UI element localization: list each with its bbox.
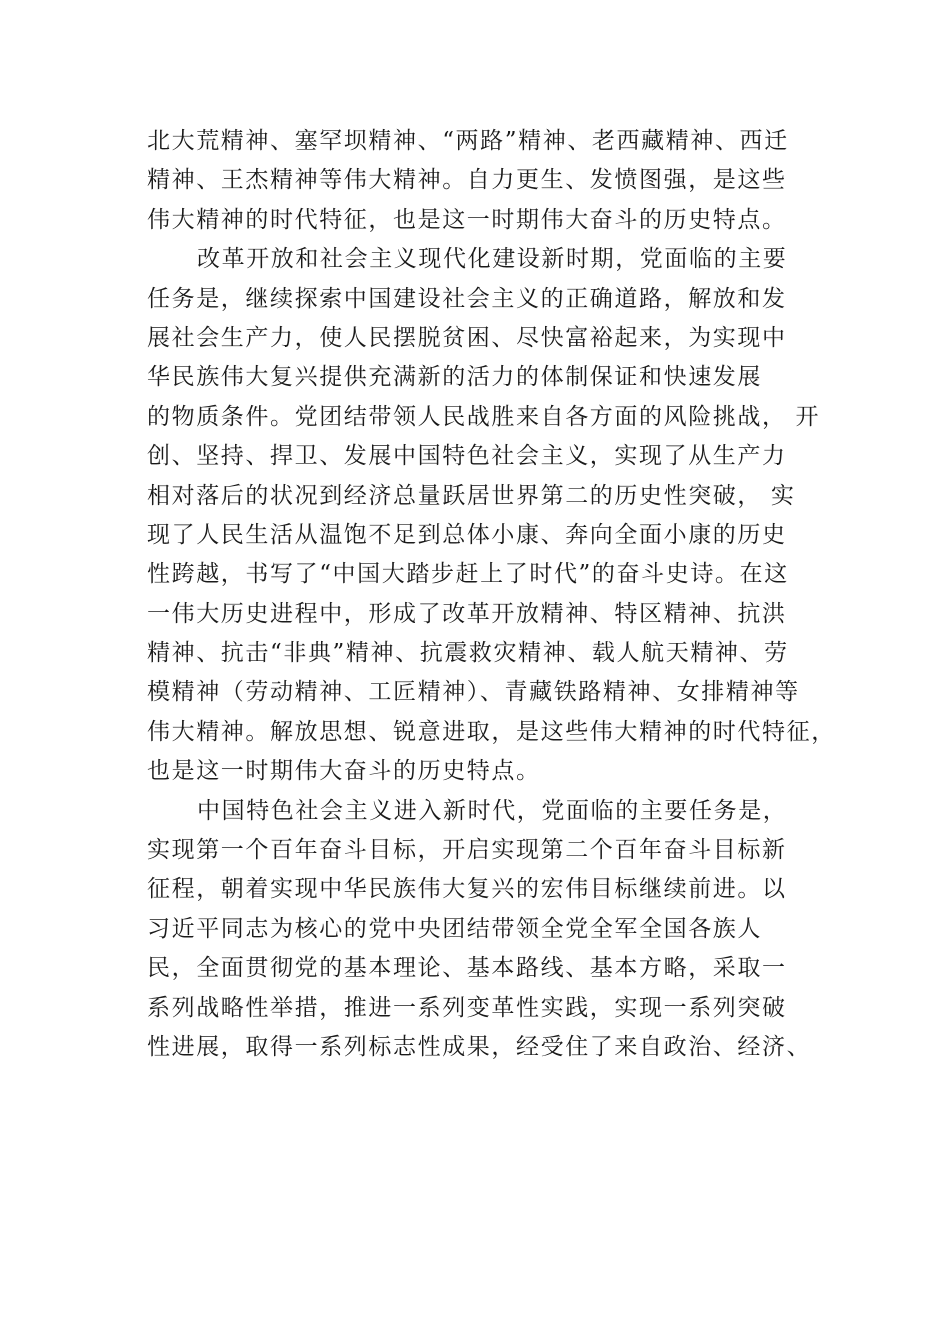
text-line: 实现第一个百年奋斗目标，开启实现第二个百年奋斗目标新 <box>147 837 787 864</box>
text-line: 伟大精神。解放思想、锐意进取，是这些伟大精神的时代特征， <box>147 718 836 745</box>
text-line: 伟大精神的时代特征，也是这一时期伟大奋斗的历史特点。 <box>147 206 787 233</box>
text-line: 性进展，取得一系列标志性成果，经受住了来自政治、经济、 <box>147 1033 812 1060</box>
text-line: 中国特色社会主义进入新时代，党面临的主要任务是， <box>197 797 788 824</box>
text-line: 展社会生产力，使人民摆脱贫困、尽快富裕起来，为实现中 <box>147 324 787 351</box>
body-text <box>147 122 837 1067</box>
text-line: 现了人民生活从温饱不足到总体小康、奔向全面小康的历史 <box>147 521 787 548</box>
text-line: 精神、抗击“非典”精神、抗震救灾精神、载人航天精神、劳 <box>147 640 789 667</box>
text-line: 精神、王杰精神等伟大精神。自力更生、发愤图强，是这些 <box>147 167 787 194</box>
text-line: 改革开放和社会主义现代化建设新时期，党面临的主要 <box>197 246 788 273</box>
text-line: 性跨越，书写了“中国大踏步赶上了时代”的奋斗史诗。在这 <box>147 561 789 588</box>
text-line: 习近平同志为核心的党中央团结带领全党全军全国各族人 <box>147 915 762 942</box>
text-line: 创、坚持、捍卫、发展中国特色社会主义，实现了从生产力 <box>147 443 787 470</box>
text-line: 华民族伟大复兴提供充满新的活力的体制保证和快速发展 <box>147 364 762 391</box>
text-line: 相对落后的状况到经济总量跃居世界第二的历史性突破， 实 <box>147 482 796 509</box>
text-line: 征程，朝着实现中华民族伟大复兴的宏伟目标继续前进。以 <box>147 876 787 903</box>
text-line: 北大荒精神、塞罕坝精神、“两路”精神、老西藏精神、西迁 <box>147 128 789 154</box>
text-line: 系列战略性举措，推进一系列变革性实践，实现一系列突破 <box>147 994 787 1021</box>
text-line: 民，全面贯彻党的基本理论、基本路线、基本方略，采取一 <box>147 955 787 982</box>
text-line: 的物质条件。党团结带领人民战胜来自各方面的风险挑战， 开 <box>147 403 821 430</box>
text-line: 也是这一时期伟大奋斗的历史特点。 <box>147 758 541 785</box>
text-line: 任务是，继续探索中国建设社会主义的正确道路，解放和发 <box>147 285 787 312</box>
text-line: 一伟大历史进程中，形成了改革开放精神、特区精神、抗洪 <box>147 600 787 627</box>
text-line: 模精神（劳动精神、工匠精神）、青藏铁路精神、女排精神等 <box>147 679 800 706</box>
